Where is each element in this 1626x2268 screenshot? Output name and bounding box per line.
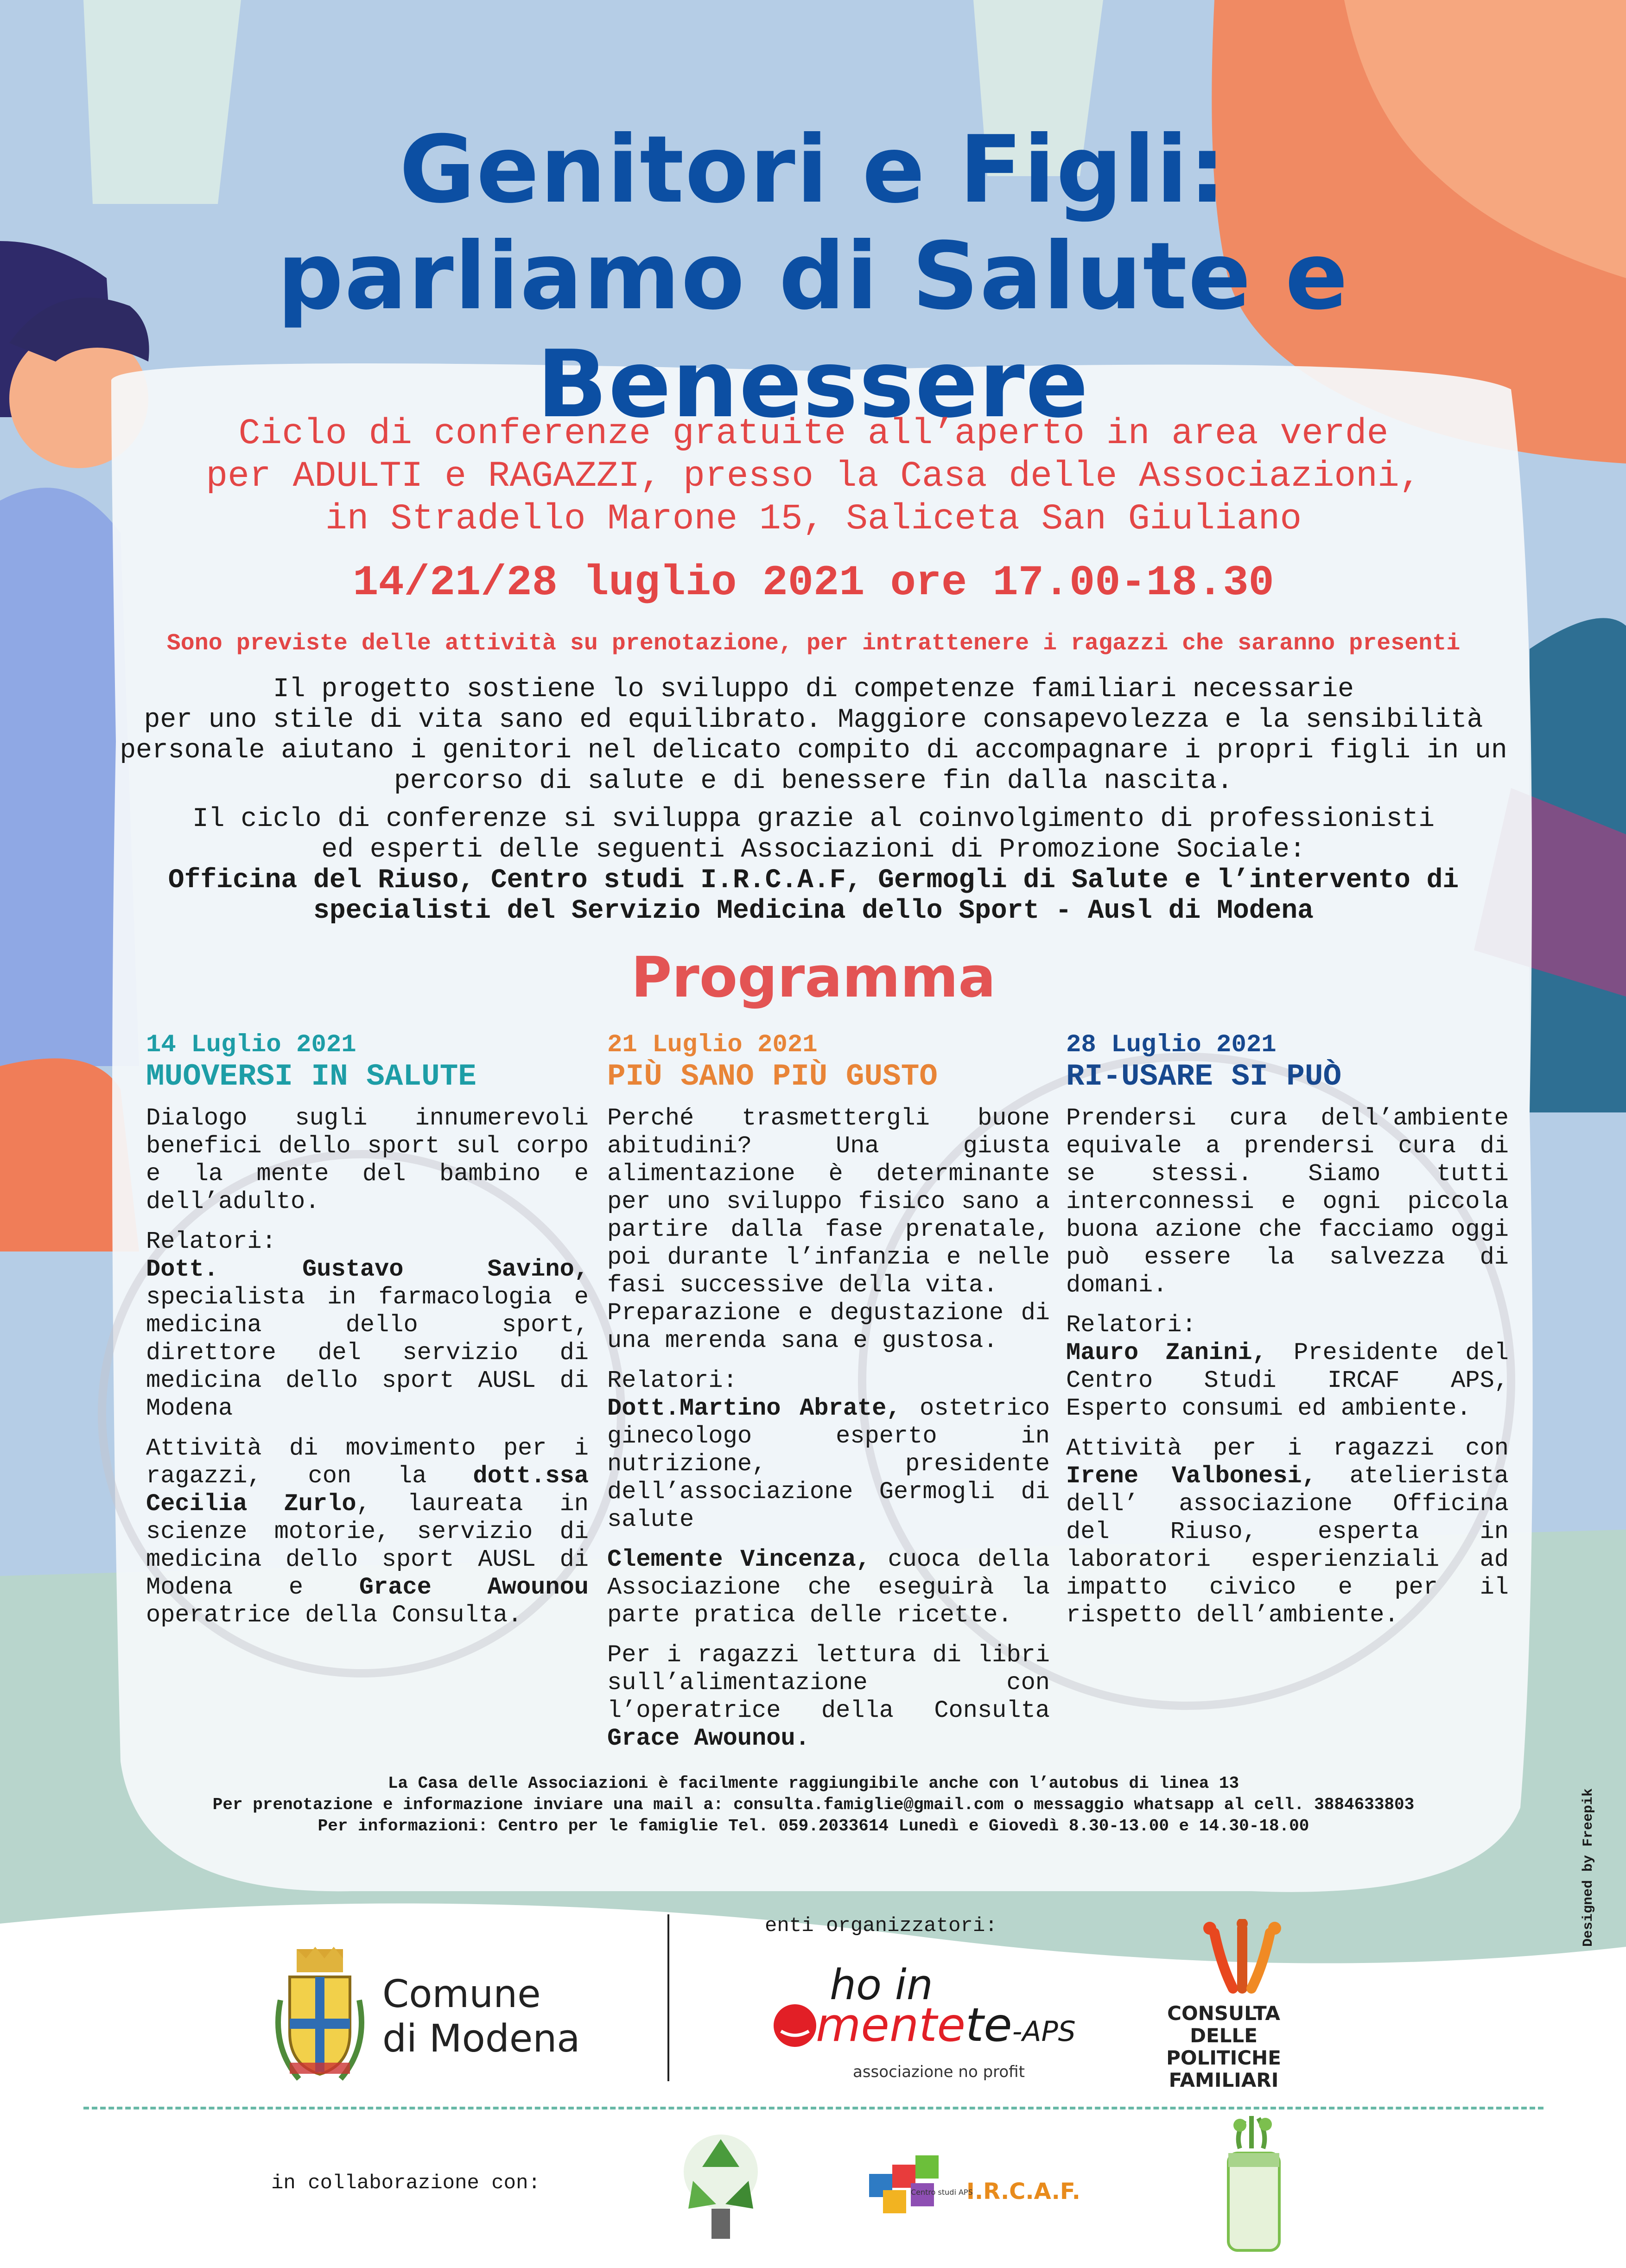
event-title: PIÙ SANO PIÙ GUSTO xyxy=(607,1059,938,1094)
speaker-name: Dott.Martino Abrate, xyxy=(607,1395,901,1422)
speaker-role: Presidente del Centro Studi IRCAF APS, Esperto consumi ed ambiente. xyxy=(1066,1339,1509,1422)
dashed-separator xyxy=(83,2107,1543,2109)
ircaf-logo-subtitle: Centro studi APS xyxy=(911,2188,973,2197)
logo-line: Comune xyxy=(382,1972,541,2016)
desc-line: Il progetto sostiene lo sviluppo di competenze familiari necessarie xyxy=(273,674,1354,705)
speaker-entry xyxy=(607,1395,1050,1534)
footer-line: Per prenotazione e informazione inviare una mail a: consulta.famiglie@gmail.com o messaggio whatsapp al cell. 3884633803 xyxy=(212,1795,1415,1814)
desc-line: Officina del Riuso, Centro studi I.R.C.A.F, Germogli di Salute e l’intervento di xyxy=(168,865,1459,896)
event-date: 21 Luglio 2021 xyxy=(607,1031,818,1059)
desc-line: per uno stile di vita sano ed equilibrato. Maggiore consapevolezza e la sensibilità xyxy=(144,705,1483,735)
event-description: Prendersi cura dell’ambiente equivale a prendersi cura di se stessi. Siamo tutti interconnessi e ogni piccola buona azione che facciamo oggi può essere la salvezza di domani. xyxy=(1066,1105,1509,1299)
contact-info xyxy=(107,1773,1520,1837)
logo-part: te xyxy=(965,1998,1012,2052)
footer-line: La Casa delle Associazioni è facilmente raggiungibile anche con l’autobus di linea 13 xyxy=(387,1774,1239,1793)
desc-line: specialisti del Servizio Medicina dello Sport - Ausl di Modena xyxy=(313,896,1314,926)
description-paragraph-1 xyxy=(107,674,1520,797)
speakers-label: Relatori: xyxy=(146,1228,276,1255)
intro-line-1: Ciclo di conferenze gratuite all’aperto in area verde xyxy=(238,413,1389,454)
event-description-2: Preparazione e degustazione di una merenda sana e gustosa. xyxy=(607,1299,1050,1354)
activity-entry xyxy=(1066,1435,1509,1629)
logo-line: FAMILIARI xyxy=(1169,2069,1279,2091)
desc-line: personale aiutano i genitori nel delicato compito di accompagnare i propri figli in un xyxy=(120,736,1507,766)
intro-line-2: per ADULTI e RAGAZZI, presso la Casa delle Associazioni, xyxy=(206,456,1421,497)
hoinmente-logo-subtitle: associazione no profit xyxy=(853,2063,1025,2081)
comune-di-modena-logo xyxy=(382,1972,580,2061)
speakers-label: Relatori: xyxy=(1066,1311,1196,1339)
event-title: MUOVERSI IN SALUTE xyxy=(146,1059,476,1094)
speaker-name: Grace Awounou. xyxy=(607,1725,810,1752)
speaker-role: specialista in farmacologia e medicina dello sport, direttore del servizio di medicina dello sport AUSL di Modena xyxy=(146,1283,589,1422)
activity-note: Sono previste delle attività su prenotazione, per intrattenere i ragazzi che saranno presenti xyxy=(166,630,1461,657)
logo-line: di Modena xyxy=(382,2017,580,2061)
speaker-entry xyxy=(1066,1339,1509,1423)
logo-part: -APS xyxy=(1012,2015,1076,2048)
ircaf-logo-text: I.R.C.A.F. xyxy=(966,2179,1080,2204)
speaker-entry xyxy=(146,1256,589,1423)
event-description: Dialogo sugli innumerevoli benefici dello sport sul corpo e la mente del bambino e dell’adulto. xyxy=(146,1105,589,1215)
credit-text: Designed by Freepik xyxy=(1581,1788,1596,1947)
speaker-entry xyxy=(607,1546,1050,1629)
ircaf-cubes-icon xyxy=(864,2146,953,2216)
logo-line: CONSULTA xyxy=(1167,2002,1280,2025)
activity-text: Attività per i ragazzi con xyxy=(1066,1435,1509,1462)
title-line-1: Genitori e Figli: xyxy=(399,116,1227,224)
activity-text: Per i ragazzi lettura di libri sull’alimentazione con l’operatrice della Consulta xyxy=(607,1641,1050,1724)
speaker-role: ostetrico ginecologo esperto in nutrizione, presidente dell’associazione Germogli di salute xyxy=(607,1395,1050,1533)
speaker-name: Dott. Gustavo Savino, xyxy=(146,1256,589,1283)
speaker-name: Mauro Zanini, xyxy=(1066,1339,1267,1366)
speaker-name: Grace Awounou xyxy=(359,1574,589,1601)
consulta-people-icon xyxy=(1200,1919,1284,1998)
event-dates: 14/21/28 luglio 2021 ore 17.00-18.30 xyxy=(353,559,1274,607)
consulta-logo-text xyxy=(1150,2002,1298,2091)
logo-part: mente xyxy=(816,1998,966,2052)
logo-line: DELLE POLITICHE xyxy=(1166,2024,1281,2069)
germogli-di-salute-jar-icon xyxy=(1217,2116,1291,2255)
comune-di-modena-crest-icon xyxy=(271,1944,368,2084)
activity-text: Attività di movimento per i ragazzi, con la xyxy=(146,1435,589,1490)
title-line-2: parliamo di Salute e Benessere xyxy=(277,222,1349,438)
footer-line: Per informazioni: Centro per le famiglie Tel. 059.2033614 Lunedì e Giovedì 8.30-13.00 e 14.30-18.00 xyxy=(318,1817,1309,1836)
hoinmente-logo-top: ho in xyxy=(830,1961,933,2009)
speaker-name: Irene Valbonesi, xyxy=(1066,1462,1316,1490)
desc-line: ed esperti delle seguenti Associazioni di Promozione Sociale: xyxy=(321,835,1306,865)
speaker-name: Clemente Vincenza, xyxy=(607,1546,870,1573)
event-title: RI-USARE SI PUÒ xyxy=(1066,1059,1342,1094)
organizers-label: enti organizzatori: xyxy=(765,1914,997,1938)
programma-heading: Programma xyxy=(631,946,996,1010)
activity-text: , laureata in scienze motorie, servizio di medicina dello sport AUSL di Modena e xyxy=(146,1490,589,1601)
description-paragraph-2 xyxy=(107,804,1520,927)
event-description: Perché trasmettergli buone abitudini? Una giusta alimentazione è determinante per uno sviluppo fisico sano a partire dalla fase prenatale, poi durante l’infanzia e nelle fasi successive della vita. xyxy=(607,1105,1050,1299)
speakers-label: Relatori: xyxy=(607,1367,737,1394)
logo-divider xyxy=(667,1914,669,2081)
program-column-july-21 xyxy=(607,1031,1050,1765)
program-column-july-28 xyxy=(1066,1031,1509,1641)
intro-line-3: in Stradello Marone 15, Saliceta San Giuliano xyxy=(325,499,1302,540)
hoinmente-heart-icon xyxy=(772,2002,818,2049)
officina-del-riuso-recycle-icon xyxy=(674,2130,767,2241)
hoinmente-logo-main xyxy=(816,1998,1076,2052)
activity-text: operatrice della Consulta. xyxy=(146,1601,522,1629)
program-column-july-14 xyxy=(146,1031,589,1641)
activity-entry xyxy=(607,1641,1050,1753)
speaker-name: dott.ssa Cecilia Zurlo xyxy=(146,1462,589,1518)
event-date: 14 Luglio 2021 xyxy=(146,1031,356,1059)
event-date: 28 Luglio 2021 xyxy=(1066,1031,1277,1059)
intro-block xyxy=(107,413,1520,540)
desc-line: percorso di salute e di benessere fin dalla nascita. xyxy=(394,766,1233,796)
activity-text: atelierista dell’ associazione Officina del Riuso, esperta in laboratori esperienziali ad impatto civico e per il rispetto dell’ambiente. xyxy=(1066,1462,1509,1629)
speaker-role: cuoca della Associazione che eseguirà la parte pratica delle ricette. xyxy=(607,1546,1050,1629)
desc-line: Il ciclo di conferenze si sviluppa grazie al coinvolgimento di professionisti xyxy=(192,804,1435,834)
activity-entry xyxy=(146,1435,589,1629)
collaborators-label: in collaborazione con: xyxy=(271,2172,540,2195)
